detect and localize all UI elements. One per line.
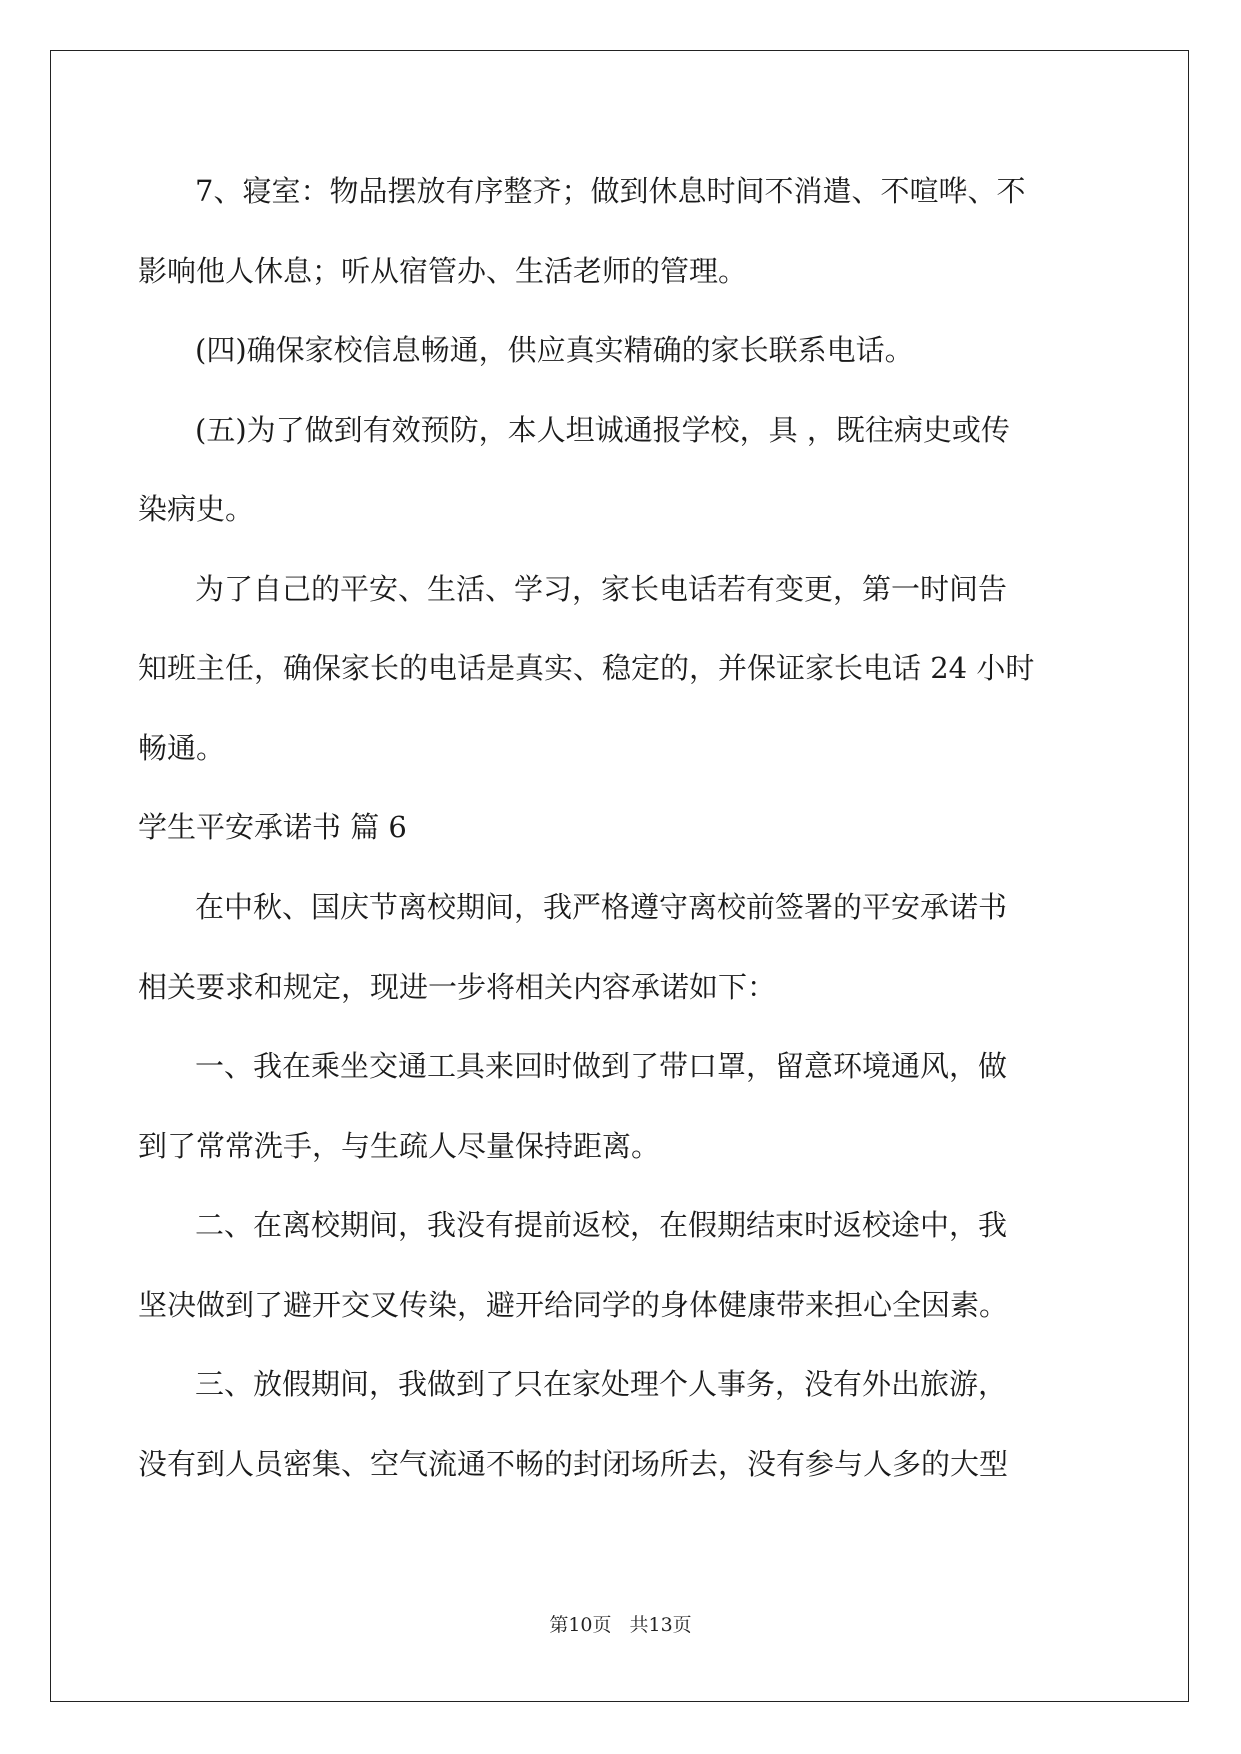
total-pages-label: 共13页 [629, 1614, 692, 1636]
current-page-label: 第10页 [549, 1614, 612, 1636]
page-footer [0, 1613, 1241, 1637]
